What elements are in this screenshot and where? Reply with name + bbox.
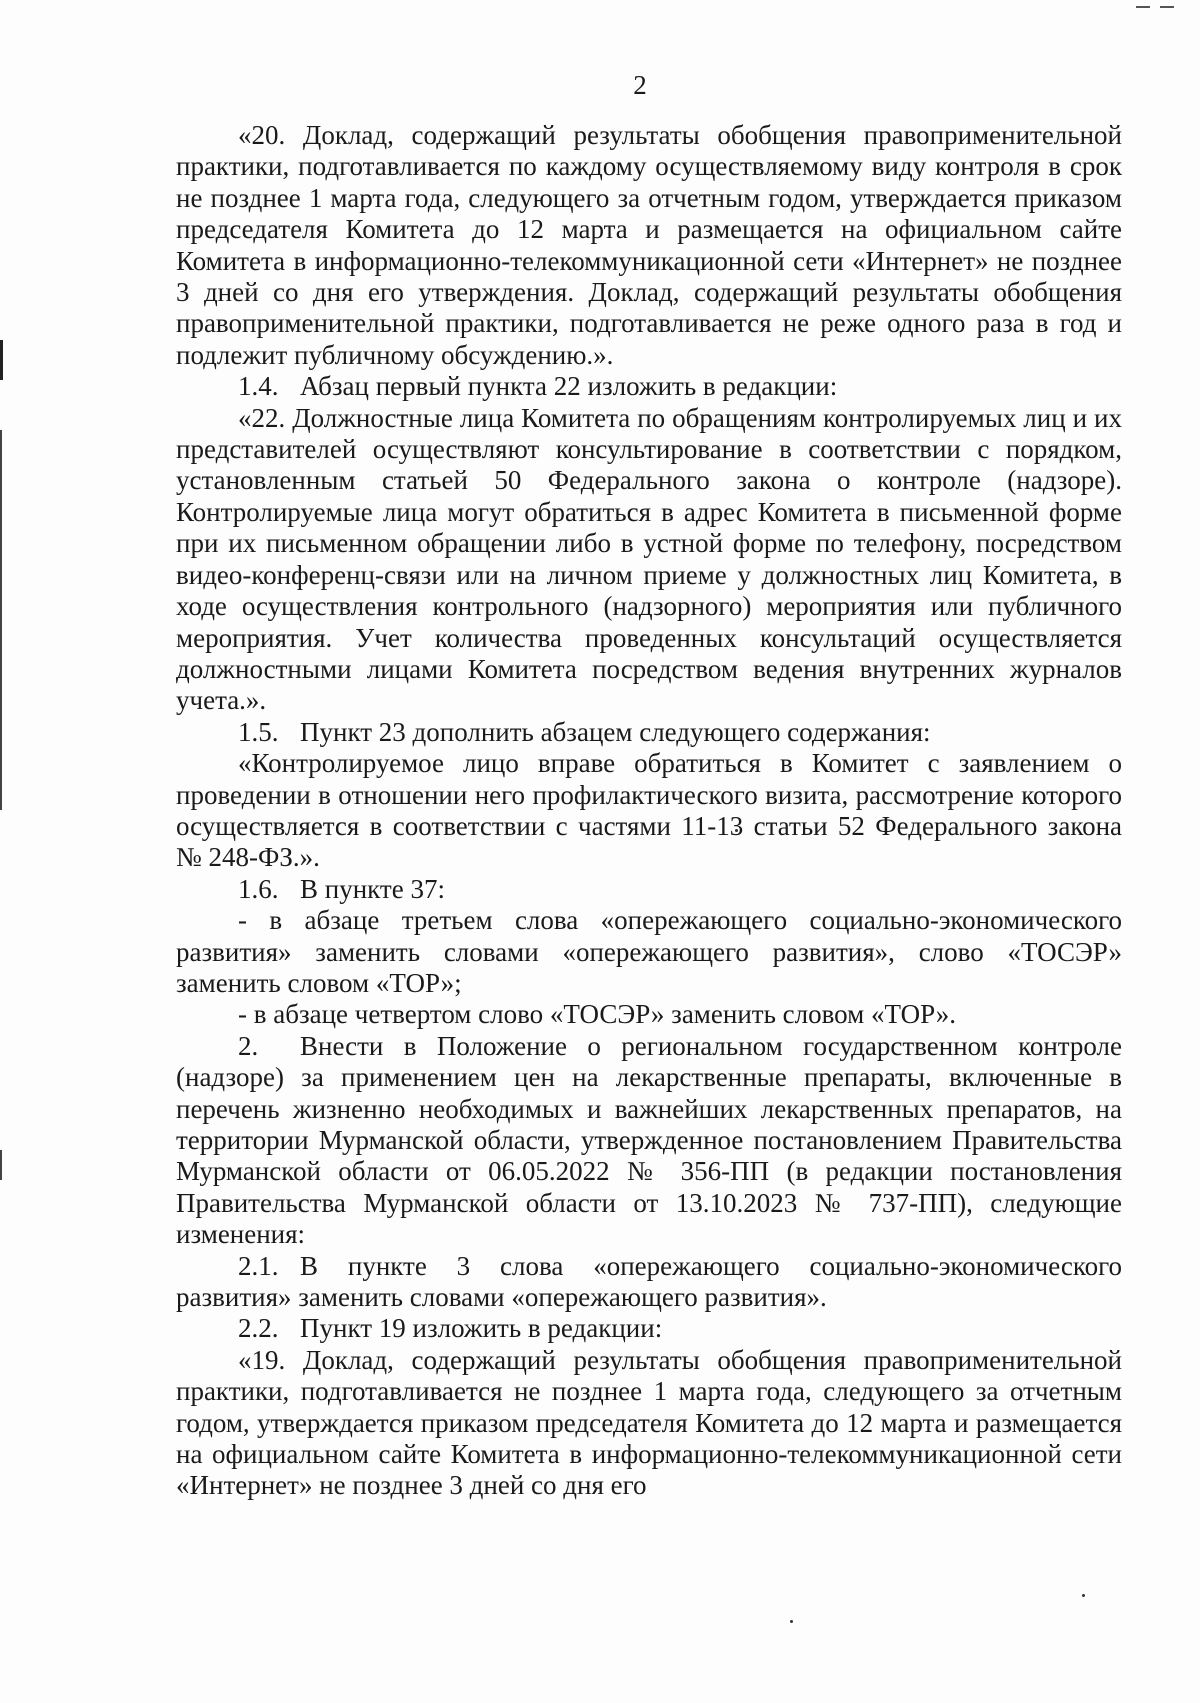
paragraph: «20. Доклад, содержащий результаты обобщения правоприменительной практики, подготавливается по каждому осуществляемому виду контроля в срок не позднее 1 марта года, следующего за отчетным годом, утверждается приказом председателя Комитета до 12 марта и размещается на официальном сайте Комитета в информационно-телекоммуникационной сети «Интернет» не позднее 3 дней со дня его утверждения. Доклад, содержащий результаты обобщения правоприменительной практики, подготавливается не реже одного раза в год и подлежит публичному обсуждению.». — [176, 120, 1122, 370]
paragraph: - в абзаце третьем слова «опережающего социально-экономического развития» заменить словами «опережающего развития», слово «ТОСЭР» заменить словом «ТОР»; — [176, 905, 1122, 998]
paragraph-text: В пункте 3 слова «опережающего социально-экономического развития» заменить словами «опережающего развития». — [176, 1250, 1122, 1313]
numbered-paragraph — [176, 1251, 1122, 1314]
scan-artifact — [1082, 1594, 1085, 1597]
paragraph-number: 2.2. — [238, 1313, 279, 1344]
document-body — [176, 120, 1122, 1502]
paragraph-text: Внести в Положение о региональном государственном контроле (надзоре) за применением цен на лекарственные препараты, включенные в перечень жизненно необходимых и важнейших лекарственных препаратов, на территории Мурманской области, утвержденное постановлением Правительства Мурманской области от 06.05.2022 № 356-ПП (в редакции постановления Правительства Мурманской области от 13.10.2023 № 737-ПП), следующие изменения: — [176, 1030, 1122, 1250]
paragraph-text: Пункт 19 изложить в редакции: — [300, 1313, 663, 1344]
paragraph: «19. Доклад, содержащий результаты обобщения правоприменительной практики, подготавливается не позднее 1 марта года, следующего за отчетным годом, утверждается приказом председателя Комитета до 12 марта и размещается на официальном сайте Комитета в информационно-телекоммуникационной сети «Интернет» не позднее 3 дней со дня его — [176, 1344, 1122, 1501]
scan-artifact — [790, 1620, 793, 1623]
page-number: 2 — [633, 70, 647, 100]
numbered-paragraph — [176, 371, 1122, 402]
paragraph-number: 2.1. — [238, 1250, 279, 1281]
scan-artifact — [0, 1150, 2, 1180]
paragraph: «22. Должностные лица Комитета по обращениям контролируемых лиц и их представителей осуществляют консультирование в соответствии с порядком, установленным статьей 50 Федерального закона о контроле (надзоре). Контролируемые лица могут обратиться в адрес Комитета в письменной форме при их письменном обращении либо в устной форме по телефону, посредством видео-конференц-связи или на личном приеме у должностных лиц Комитета, в ходе осуществления контрольного (надзорного) мероприятия или публичного мероприятия. Учет количества проведенных консультаций осуществляется должностными лицами Комитета посредством ведения внутренних журналов учета.». — [176, 402, 1122, 716]
paragraph-text: В пункте 37: — [300, 873, 445, 904]
scan-artifact — [0, 430, 2, 810]
scan-artifact — [0, 340, 3, 380]
paragraph-text: Пункт 23 дополнить абзацем следующего содержания: — [300, 716, 931, 747]
paragraph: - в абзаце четвертом слово «ТОСЭР» заменить словом «ТОР». — [238, 999, 957, 1030]
numbered-paragraph — [176, 874, 1122, 905]
paragraph: «Контролируемое лицо вправе обратиться в Комитет с заявлением о проведении в отношении него профилактического визита, рассмотрение которого осуществляется в соответствии с частями 11-13 статьи 52 Федерального закона № 248-ФЗ.». — [176, 748, 1122, 873]
paragraph-text: Абзац первый пункта 22 изложить в редакции: — [300, 371, 838, 402]
numbered-paragraph — [176, 1031, 1122, 1251]
paragraph-number: 1.5. — [238, 716, 279, 747]
numbered-paragraph — [176, 717, 1122, 748]
paragraph-number: 1.4. — [238, 371, 279, 402]
scan-artifact — [1160, 6, 1174, 8]
numbered-paragraph — [176, 1313, 1122, 1344]
paragraph-number: 2. — [238, 1030, 259, 1061]
paragraph-number: 1.6. — [238, 873, 279, 904]
scan-artifact — [1136, 6, 1150, 8]
